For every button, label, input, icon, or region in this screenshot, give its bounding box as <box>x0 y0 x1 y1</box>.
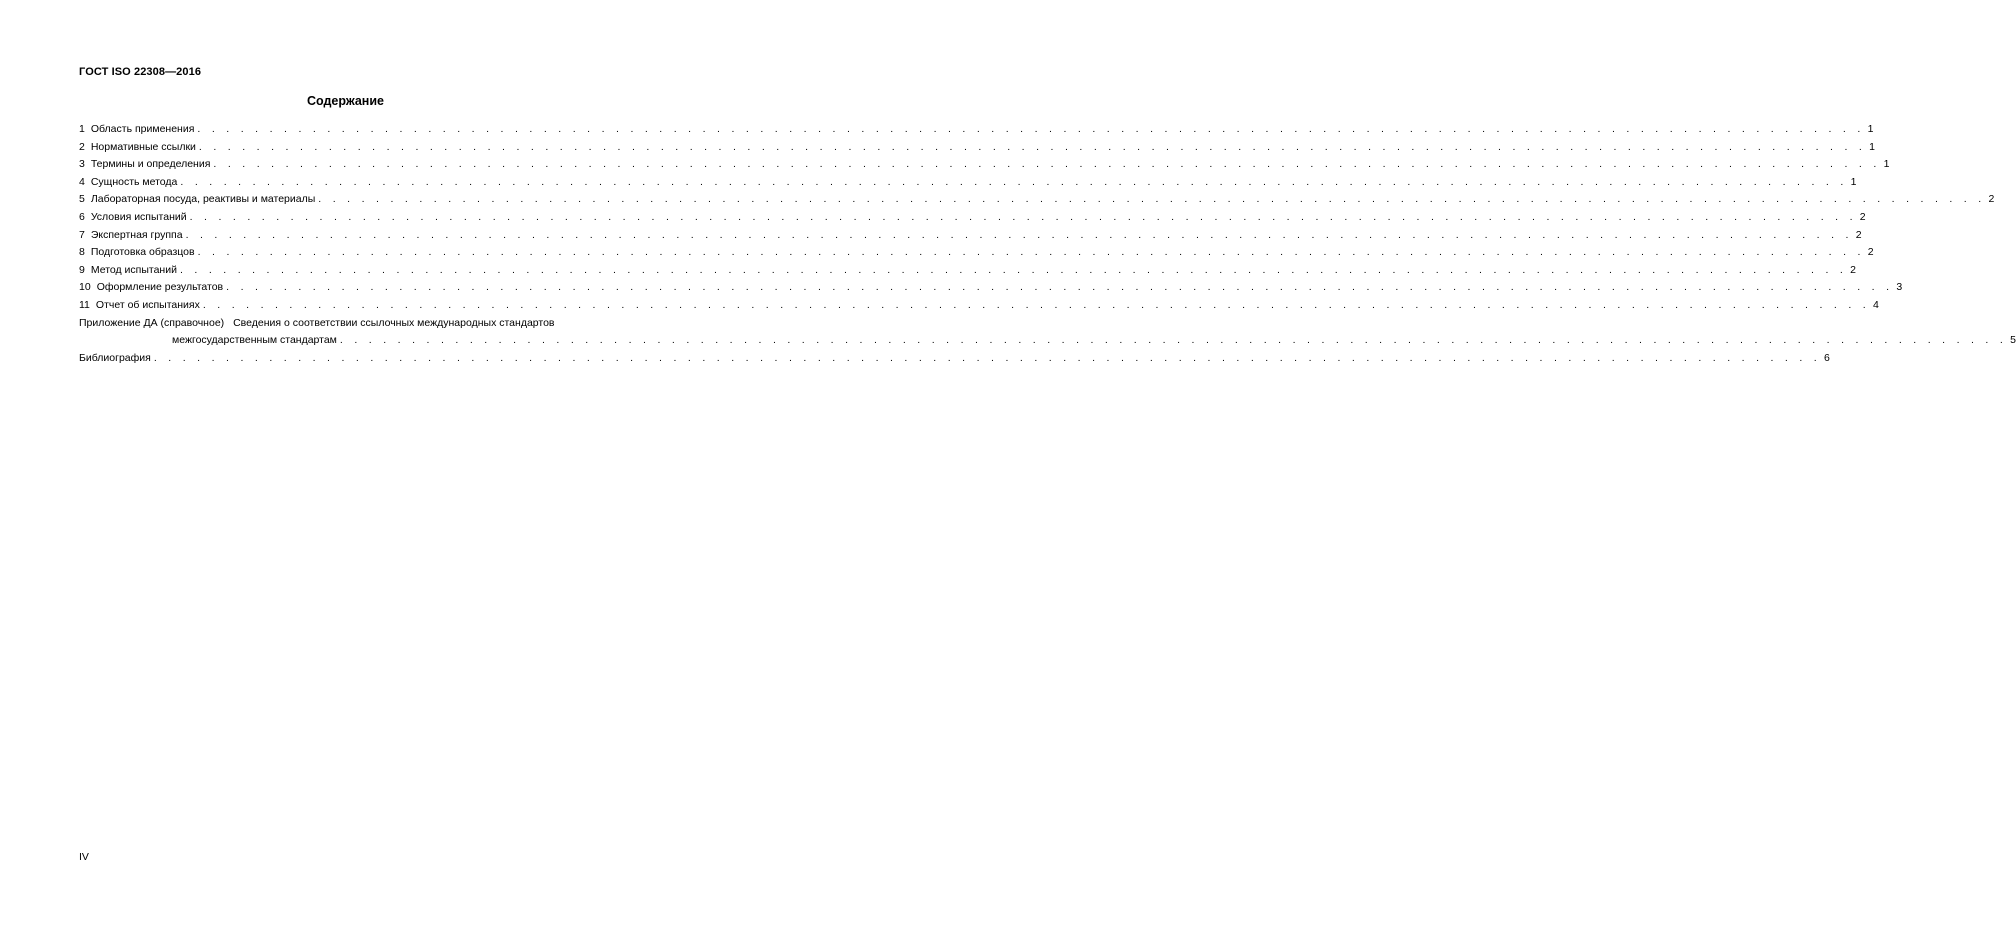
toc-item[interactable] <box>79 174 1857 192</box>
toc-title: Содержание <box>306 94 384 108</box>
toc-appendix-heading[interactable] <box>79 315 614 333</box>
toc-item-page: 2 <box>1988 193 1995 206</box>
toc-item-page: 1 <box>1869 140 1875 153</box>
toc-leader-dots: . . . . . . . . . . . . . . . . . . . . . . . . . . . . . . . . . . . . . . . . . . . . . . . . . . . . . . . . . . . . . . . . . . . . . . . . . . . . . . . . . . . . . . . . . . . . . . . . . . . . . . . . . . . . . . . . . . . . <box>179 263 1848 276</box>
toc-item-number: 3 <box>79 158 85 171</box>
toc-leader-dots: . . . . . . . . . . . . . . . . . . . . . . . . . . . . . . . . . . . . . . . . . . . . . . . . . . . . . . . . . . . . . . . . . . . . . . . . . . . . . . . . . . . . . . . . . . . . . . . . . . . . . . . . . . . . . . . . . . . . <box>339 334 2008 347</box>
toc-item[interactable] <box>79 209 1866 227</box>
toc-leader-dots: . . . . . . . . . . . . . . . . . . . . . . . . . . . . . . . . . . . . . . . . . . . . . . . . . . . . . . . . . . . . . . . . . . . . . . . . . . . . . . . . . . . . . . . . . . . . . . . . . . . . . . . . . . . . . . . . . . . . <box>318 193 1986 206</box>
toc-leader-dots: . . . . . . . . . . . . . . . . . . . . . . . . . . . . . . . . . . . . . . . . . . . . . . . . . . . . . . . . . . . . . . . . . . . . . . . . . . . . . . . . . . . . . . . . . . . . . . . . . . . . . . . . . . . . . . . . . . . . <box>185 228 1853 241</box>
toc-item-label: Оформление результатов <box>96 281 224 294</box>
toc-leader-dots: . . . . . . . . . . . . . . . . . . . . . . . . . . . . . . . . . . . . . . . . . . . . . . . . . . . . . . . . . . . . . . . . . . . . . . . . . . . . . . . . . . . . . . . . . . . . . . . . . . . . . . . . . . . . . . . . . . . . <box>197 123 1865 135</box>
document-header: ГОСТ ISO 22308—2016 <box>79 66 202 78</box>
toc-item-number: 11 <box>79 298 90 311</box>
page-number: IV <box>79 851 89 863</box>
toc-leader-dots: . . . . . . . . . . . . . . . . . . . . . . . . . . . . . . . . . . . . . . . . . . . . . . . . . . . . . . . . . . . . . . . . . . . . . . . . . . . . . . . . . . . . . . . . . . . . . . . . . . . . . . . . . . . . . . . . . . . . <box>226 281 1894 294</box>
toc-item-label: Область применения <box>90 123 195 135</box>
toc-item-page: 1 <box>1883 158 1890 171</box>
toc-bibliography-label: Библиография <box>79 351 151 364</box>
toc-leader-dots: . . . . . . . . . . . . . . . . . . . . . . . . . . . . . . . . . . . . . . . . . . . . . . . . . . . . . . . . . . . . . . . . . . . . . . . . . . . . . . . . . . . . . . . . . . . . . . . . . . . . . . . . . . . . . . . . . . . . <box>153 351 1822 364</box>
toc-item[interactable] <box>79 139 1875 157</box>
toc-leader-dots: . . . . . . . . . . . . . . . . . . . . . . . . . . . . . . . . . . . . . . . . . . . . . . . . . . . . . . . . . . . . . . . . . . . . . . . . . . . . . . . . . . . . . . . . . . . . . . . . . . . . . . . . . . . . . . . . . . . . <box>213 158 1881 171</box>
toc-item-number: 2 <box>79 140 85 153</box>
toc-item-number: 4 <box>79 175 85 188</box>
toc-item-number: 10 <box>79 281 91 294</box>
toc-item-number: 1 <box>79 123 85 135</box>
toc-item[interactable] <box>79 297 1879 315</box>
toc-appendix-title: Приложение ДА (справочное) <box>79 316 225 329</box>
toc-item-page: 4 <box>1873 298 1879 311</box>
toc-item[interactable] <box>79 262 1856 280</box>
toc-appendix-line1: Сведения о соответствии ссылочных международных стандартов <box>233 316 555 329</box>
toc-item-number: 8 <box>79 246 85 259</box>
toc-item-label: Нормативные ссылки <box>90 140 196 153</box>
toc-item-label: Условия испытаний <box>90 210 187 223</box>
toc-item-label: Отчет об испытаниях <box>95 298 200 311</box>
toc-item-page: 3 <box>1896 281 1903 294</box>
toc-leader-dots: . . . . . . . . . . . . . . . . . . . . . . . . . . . . . . . . . . . . . . . . . . . . . . . . . . . . . . . . . . . . . . . . . . . . . . . . . . . . . . . . . . . . . . . . . . . . . . . . . . . . . . . . . . . . . . . . . . . . <box>198 140 1867 153</box>
toc-bibliography-page: 6 <box>1824 351 1830 364</box>
toc-appendix-line2: межгосударственным стандартам <box>172 334 337 347</box>
toc-item[interactable] <box>79 279 1903 297</box>
toc-leader-dots: . . . . . . . . . . . . . . . . . . . . . . . . . . . . . . . . . . . . . . . . . . . . . . . . . . . . . . . . . . . . . . . . . . . . . . . . . . . . . . . . . . . . . . . . . . . . . . . . . . . . . . . . . . . . . . . . . . . . <box>180 175 1848 188</box>
toc-item-page: 2 <box>1850 263 1856 276</box>
toc-item[interactable] <box>79 244 1874 262</box>
toc-item-label: Подготовка образцов <box>90 246 195 259</box>
toc-item-number: 5 <box>79 193 85 206</box>
toc-item[interactable] <box>79 227 1862 245</box>
toc-item-number: 7 <box>79 228 85 241</box>
toc-leader-dots: . . . . . . . . . . . . . . . . . . . . . . . . . . . . . . . . . . . . . . . . . . . . . . . . . . . . . . . . . . . . . . . . . . . . . . . . . . . . . . . . . . . . . . . . . . . . . . . . . . . . . . . . . . . . . . . . . . . . <box>202 298 1871 311</box>
toc-item-page: 2 <box>1867 246 1874 259</box>
toc-item-label: Экспертная группа <box>90 228 183 241</box>
toc-item-label: Термины и определения <box>90 158 211 171</box>
toc-item-label: Лабораторная посуда, реактивы и материалы <box>90 193 316 206</box>
toc-item-number: 6 <box>79 210 85 223</box>
toc-item-number: 9 <box>79 263 85 276</box>
toc-bibliography[interactable] <box>79 350 1830 368</box>
toc-item[interactable] <box>79 191 1995 209</box>
toc-leader-dots: . . . . . . . . . . . . . . . . . . . . . . . . . . . . . . . . . . . . . . . . . . . . . . . . . . . . . . . . . . . . . . . . . . . . . . . . . . . . . . . . . . . . . . . . . . . . . . . . . . . . . . . . . . . . . . . . . . . . <box>189 210 1857 223</box>
table-of-contents <box>79 121 2016 367</box>
toc-appendix-page: 5 <box>2010 334 2016 347</box>
toc-item[interactable] <box>79 121 1874 139</box>
toc-item-page: 1 <box>1867 123 1874 135</box>
toc-item-page: 1 <box>1850 175 1857 188</box>
toc-leader-dots: . . . . . . . . . . . . . . . . . . . . . . . . . . . . . . . . . . . . . . . . . . . . . . . . . . . . . . . . . . . . . . . . . . . . . . . . . . . . . . . . . . . . . . . . . . . . . . . . . . . . . . . . . . . . . . . . . . . . <box>197 246 1865 259</box>
toc-item[interactable] <box>79 156 1890 174</box>
toc-item-page: 2 <box>1855 228 1862 241</box>
toc-item-label: Метод испытаний <box>90 263 177 276</box>
toc-item-page: 2 <box>1859 210 1866 223</box>
toc-appendix-continuation[interactable] <box>79 332 2016 350</box>
toc-item-label: Сущность метода <box>90 175 178 188</box>
